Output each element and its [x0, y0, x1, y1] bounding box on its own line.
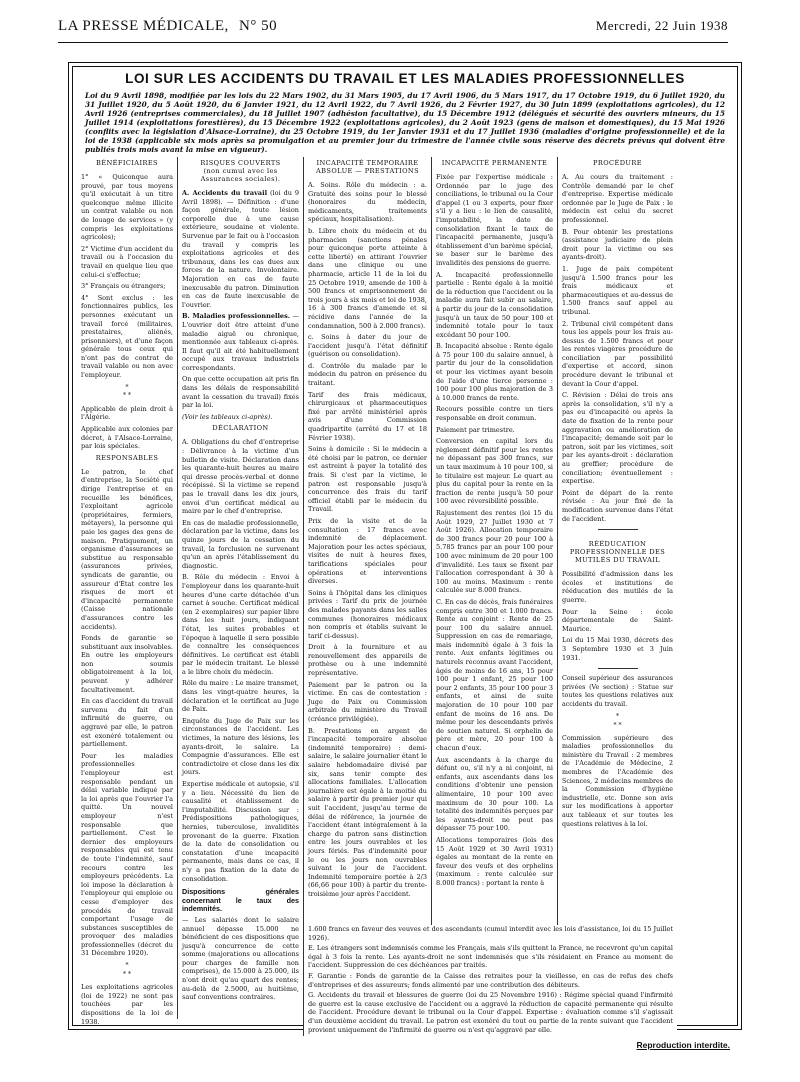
paragraph: Prix de la visite et de la consultation : 17 francs avec indemnité de déplacement. Majoration pour les actes spéciaux, visites de nuit à heures fixes, tarifications spéciales pour opérations et interventions diverses.	[308, 516, 427, 586]
issue-number: N° 50	[239, 18, 278, 34]
divider	[598, 529, 638, 530]
paragraph: Conseil supérieur des assurances privées (Ve section) : Statue sur toutes les questions relatives aux accidents du travail.	[562, 675, 673, 708]
paragraph: Commission supérieure des maladies professionnelles du ministère du Travail : 2 membres de l'Académie de Médecine, 2 membres de l'Académie des Sciences, 2 médecins membres de la Commission d'hygiène industrielle, etc. Donne son avis sur les modifications à apporter aux tableaux et sur toutes les questions relatives à la loi.	[562, 734, 673, 828]
paragraph: B. Prestations en argent de l'incapacité temporaire absolue (indemnité temporaire) : demi-salaire, le salaire journalier étant le salaire hebdomadaire divisé par six, sans tenir compte des allocations familiales. L'allocation journalière est égale à la moitié du salaire à partir du premier jour qui suit l'accident, jusqu'au terme de délai de référence, la journée de l'accident étant intégralement à la charge du patron sans distinction entre les jours ouvrables et les jours fériés. Pas d'indemnité pour le ou les jours non ouvrables suivant le jour de l'accident. Indemnité temporaire portée à 2/3 (66,66 pour 100) à partir du trente-troisième jour après l'accident.	[308, 726, 427, 898]
paragraph: A. Au cours du traitement : Contrôle demandé par le chef d'entreprise. Expertise médicale ordonnée par le Juge de Paix : le médecin est celui du secret professionnel.	[562, 173, 673, 224]
page-header	[58, 18, 728, 42]
paragraph: — Les salariés dont le salaire annuel dépasse 15.000 ne bénéficient de ces dispositions que jusqu'à concurrence de cette somme (majorations ou allocations pour charges de famille non comprises), de 15.000 à 25.000, ils n'ont droit qu'au quart des rentes; au-delà de 2.5000, au huitième, sauf conventions contraires.	[182, 915, 299, 1002]
paragraph: (Voir les tableaux ci-après).	[182, 412, 273, 421]
article-columns	[77, 157, 733, 1034]
heading-incapacite-permanente: INCAPACITÉ PERMANENTE	[441, 159, 548, 167]
paragraph: B. Rôle du médecin : Envoi à l'employeur dans les quarante-huit heures d'une carte détachée d'un carnet à souche. Certificat médical (en 2 exemplaires) sur papier libre dans les huit jours, indiquant l'état, les suites probables et l'époque à laquelle il sera possible de connaître les conséquences définitives. Le certificat est établi par le médecin traitant. Le blessé a le libre choix du médecin.	[182, 573, 299, 676]
subheading-accidents: A. Accidents du travail	[182, 189, 268, 197]
paragraph: E. Les étrangers sont indemnisés comme les Français, mais s'ils quittent la France, ne recevront qu'un capital égal à 3 fois la rente. Les ayants-droit ne sont indemnisés que s'ils résidaient en France au moment de l'accident. Suppression de ces déchéances par traités.	[308, 944, 673, 970]
paragraph	[182, 189, 299, 309]
paragraph: Droit à la fourniture et au renouvellement des appareils de prothèse ou à une indemnité représentative.	[308, 643, 427, 678]
paragraph: En cas de maladie professionnelle, déclaration par la victime, dans les quinze jours de la cessation du travail, la forclusion ne survenant qu'un an après l'établissement du diagnostic.	[182, 518, 299, 570]
heading-risques-text: RISQUES COUVERTS	[200, 159, 281, 167]
header-rule	[58, 42, 728, 43]
column-procedure	[557, 157, 677, 1019]
paragraph: En cas d'accident du travail survenu du fait d'un infirmité de guerre, ou aggravé par elle, le patron est exonéré totalement ou partiellement.	[81, 697, 173, 749]
paragraph: Aux ascendants à la charge du défunt ou, s'il n'y a ni conjoint, ni enfants, aux ascendants dans les conditions d'obtenir une pension alimentaire, 10 pour 100 avec maximum de 30 pour 100. La totalité des indemnités perçues par les ayants-droit ne peut pas dépasser 75 pour 100.	[436, 755, 553, 833]
paragraph: Pour les maladies professionnelles l'employeur est responsable pendant un délai variable indiqué par la loi après que l'ouvrier l'a quitté. Un nouvel employeur n'est responsable que partiellement. C'est le dernier des employeurs responsables qui est tenu de toute l'indemnité, sauf recours contre les employeurs précédents. La loi impose la déclaration à l'employeur qui emploie ou cesse d'employer des procédés de travail comportant l'usage de substances susceptibles de provoquer des maladies professionnelles (décret du 31 Décembre 1920).	[81, 751, 173, 958]
paragraph: Point de départ de la rente révisée : Au jour fixé de la modification survenue dans l'état de l'accident.	[562, 488, 673, 523]
column-risques	[177, 157, 303, 1019]
separator-stars: * * *	[123, 383, 131, 400]
article-intro: Loi du 9 Avril 1898, modifiée par les lois du 22 Mars 1902, du 31 Mars 1905, du 17 Avril 1906, du 5 Mars 1917, du 17 Octobre 1919, du 6 Juillet 1920, du 31 Juillet 1920, du 5 Août 1920, du 6 Janvier 1921, du 12 Avril 1922, du 7 Avril 1926, du 2 Février 1927, du 30 Juin 1899 (exploitations agricoles), du 12 Avril 1926 (entreprises commerciales), du 18 Juillet 1907 (adhésion facultative), du 15 Décembre 1912 (délégués et sécurité des ouvriers mineurs, du 15 Juillet 1914 (exploitations forestières), du 15 Décembre 1922 (exploitations agricoles), du 2 Août 1923 (gens de maison et domestiques), du 15 Mai 1926 (conflits avec la législation d'Alsace-Lorraine), du 25 Octobre 1919, du 1er Janvier 1931 et du 17 Juillet 1936 (maladies d'origine professionnelle) et de la loi de 1938 (applicable six mois après sa promulgation et au premier jour du trimestre de l'année civile sous réserve des décrets prévus qui doivent être publiés trois mois avant la mise en vigueur).	[85, 91, 725, 154]
column-beneficiaires	[77, 157, 177, 1026]
heading-risques-sub: (non cumul avec les Assurances sociales).	[200, 167, 281, 183]
paragraph: 2° Victime d'un accident du travail ou à l'occasion du travail en quelque lieu que celui-ci s'effectue;	[81, 244, 173, 279]
paragraph: G. Accidents du travail et blessures de guerre (loi du 25 Novembre 1916) : Régime spécial quand l'infirmité de guerre est la cause exclusive de l'accident ou a aggravé la réduction de capacité permanente qui résulte de l'accident. Procédure devant le tribunal ou la Cour d'appel. Expertise : évaluation comme s'il s'agissait d'un deuxième accident du travail. Le patron est exonéré du tout ou partie de la rente suivant que l'accident provient uniquement de l'infirmité de guerre ou n'est qu'aggravé par elle.	[308, 991, 673, 1034]
heading-beneficiaires: BÉNÉFICIAIRES	[96, 159, 158, 167]
paragraph: Applicable aux colonies par décret, à l'Alsace-Lorraine, par lois spéciales.	[81, 425, 173, 451]
paragraph: Tarif des frais médicaux, chirurgicaux et pharmaceutiques fixé par arrêté ministériel après avis d'une Commission quadripartite (arrêté du 17 et 18 Février 1938).	[308, 390, 427, 442]
paragraph: Allocations temporaires (lois des 15 Août 1929 et 30 Avril 1931) égales au montant de la rente en faveur des veufs et des orphelins (maximum : rente calculée sur 8.000 francs) : portant la rente à	[436, 835, 553, 887]
paragraph: 1.600 francs en faveur des veuves et des ascendants (cumul interdit avec les lois d'assistance, loi du 15 Juillet 1926).	[308, 925, 673, 942]
paragraph: Fonds de garantie se substituant aux insolvables. En outre les employeurs non soumis obligatoirement à la loi, peuvent y adhérer facultativement.	[81, 634, 173, 694]
paragraph: Les exploitations agricoles (loi de 1922) ne sont pas touchées par les dispositions de la loi de 1938.	[81, 983, 173, 1026]
column-incapacite-temporaire	[303, 157, 431, 1019]
paragraph: Enquête du Juge de Paix sur les circonstances de l'accident. Les victimes, la nature des lésions, les ayants-droit, le salaire. La Compagnie d'assurances. Elle est contradictoire et close dans les dix jours.	[182, 716, 299, 777]
paragraph: d. Contrôle du malade par le médecin du patron en présence du traitant.	[308, 361, 427, 388]
reproduction-notice: Reproduction interdite.	[636, 1040, 730, 1050]
paragraph: 2. Tribunal civil compétent dans tous les appels pour les frais au-dessus de 1.500 francs et pour les rentes viagères procédure de conciliation par possibilité d'expertise et accord, sinon procédure devant le tribunal et devant la Cour d'appel.	[562, 319, 673, 388]
paragraph: Pour la Seine : école départementale de Saint-Maurice.	[562, 607, 673, 633]
paragraph: Loi du 15 Mai 1930, décrets des 3 Septembre 1930 et 3 Juin 1931.	[562, 636, 673, 662]
paragraph: Paiement par trimestre.	[436, 425, 515, 434]
heading-incapacite-temporaire: INCAPACITÉ TEMPORAIRE ABSOLUE — PRESTATIONS	[316, 159, 419, 175]
paragraph: 4° Sont exclus : les fonctionnaires publics, les personnes exécutant un travail forcé (militaires, prestataires, aliénés, prisonniers), et d'une façon générale tous ceux qui n'ont pas de contrat de travail valable ou non avec l'employeur.	[81, 293, 173, 380]
heading-responsables: RESPONSABLES	[95, 453, 159, 462]
paragraph: Conversion en capital lors du règlement définitif pour les rentes ne dépassant pas 300 francs, sur un taux maximum à 10 pour 100, si le titulaire est majeur. Le quart au plus du capital pour la rente en la fraction de rente jusqu'à 50 pour 100 avec réversibilité possible.	[436, 437, 553, 506]
paragraph: Rajustement des rentes (loi 15 du Août 1929, 27 Juillet 1930 et 7 Août 1926). Allocation temporaire de 300 francs pour 20 pour 100 à 5.785 francs par an pour 100 pour 100 avec minimum de 20 pour 100 d'invalidité. Les taux se fixent par l'allocation correspondant à 30 à 100 au moins. Maximum : rente calculée sur 8.000 francs.	[436, 508, 553, 595]
paragraph	[182, 312, 299, 372]
heading-declaration: DÉCLARATION	[212, 424, 269, 433]
paragraph: A. Soins. Rôle du médecin : a. Gratuité des soins pour le blessé (honoraires du médecin, médicaments, traitements spéciaux, hospitalisation).	[308, 181, 427, 224]
paragraph: 1° « Quiconque aura prouvé, par tous moyens qu'il exécutait à un titre quelconque même illicite un contrat valable ou non de louage de services » (y compris les exploitations agricoles);	[81, 173, 173, 242]
paragraph: C. Révision : Délai de trois ans après la consolidation, s'il n'y a pas eu d'incapacité ou après la date de fixation de la rente pour aggravation ou amélioration de l'incapacité; demande soit par le patron, soit par les victimes, soit par les ayants-droit : déclaration au greffier; procédure de conciliation; éventuellement : expertise.	[562, 391, 673, 486]
heading-reeducation: RÉÉDUCATION PROFESSIONNELLE DES MUTILÉS DU TRAVAIL	[569, 540, 666, 565]
separator-stars: * * *	[613, 713, 622, 730]
paragraph: A. Incapacité professionnelle partielle : Rente égale à la moitié de la réduction que l'accident ou la maladie aura fait subir au salaire, à partir du jour de la consolidation jusqu'à un taux de 50 pour 100 et indemnité totale pour le taux excédant 50 pour 100.	[436, 270, 553, 339]
paragraph: Le patron, le chef d'entreprise, la Société qui dirige l'entreprise et en recueille les bénéfices, l'exploitant agricole (propriétaires, fermiers, métayers), la personne qui paie les gages des gens de maison. Pratiquement, un organisme d'assurances se substitue au responsable (assurances privées, syndicats de garantie, ou assureur d'État contre les risques de mort et d'incapacité permanente (Caisse nationale d'assurances contre les accidents).	[81, 467, 173, 631]
paragraph: Applicable de plein droit à l'Algérie.	[81, 404, 173, 422]
paragraph: Soins à l'hôpital dans les cliniques privées : Tarif du prix de journée des malades payants dans les salles communes (honoraires médicaux non compris et établis suivant le tarif ci-dessus).	[308, 588, 427, 640]
paragraph: Expertise médicale et autopsie, s'il y a lieu. Nécessité du lien de causalité et établissement de l'imputabilité. Discussion sur : Prédispositions pathologiques, hernies, tuberculose, invalidités provenant de la guerre. Fixation de la date de consolidation ou constatation d'une incapacité permanente, mais dans ce cas, il n'y a pas fixation de la date de consolidation.	[182, 780, 299, 883]
article-frame	[68, 62, 742, 1034]
issue-date: Mercredi, 22 Juin 1938	[595, 18, 728, 33]
paragraph: 3° Français ou étrangers;	[81, 282, 166, 291]
paragraph: F. Garantie : Fonds de garantie de la Caisse des retraites pour la vieillesse, en cas de refus des chefs d'entreprises et des assureurs; fonds alimenté par une contribution des débiteurs.	[308, 971, 673, 989]
heading-procedure: PROCÉDURE	[593, 159, 642, 167]
divider	[598, 668, 638, 669]
journal-title: LA PRESSE MÉDICALE,	[58, 18, 229, 34]
paragraph: Rôle du maire : Le maire transmet, dans les vingt-quatre heures, la déclaration et le certificat au Juge de Paix.	[182, 679, 299, 714]
subheading-maladies: B. Maladies professionnelles.	[182, 312, 290, 321]
heading-risques	[182, 159, 299, 183]
journal-name	[58, 18, 277, 35]
paragraph: B. Incapacité absolue : Rente égale à 75 pour 100 du salaire annuel, à partir du jour de la consolidation et pour les victimes ayant besoin de l'aide d'une tierce personne : 100 pour 100 plus majoration de 3 à 10.000 francs de rente.	[436, 342, 553, 402]
paragraph: 1. Juge de paix compétent jusqu'à 1.500 francs pour les frais médicaux et pharmaceutiques et au-dessus de 1.500 francs sauf appel au tribunal.	[562, 264, 673, 316]
paragraph: Soins à domicile : Si le médecin a été choisi par le patron, ce dernier est astreint à payer la totalité des frais. Si c'est par la victime, le patron est responsable jusqu'à concurrence des frais du tarif officiel établi par le médecin du Travail.	[308, 445, 427, 514]
paragraph: c. Soins à dater du jour de l'accident jusqu'à l'état définitif (guérison ou consolidation).	[308, 333, 427, 359]
subheading-dispositions: Dispositions générales concernant le taux des indemnités.	[182, 887, 299, 914]
paragraph: Paiement par le patron ou la victime. En cas de contestation : Juge de Paix ou Commission arbitrale du ministère du Travail (créance privilégiée).	[308, 680, 427, 724]
column-incapacite-permanente	[431, 157, 557, 1019]
paragraph: A. Obligations du chef d'entreprise : Délivrance à la victime d'un bulletin de visite. Déclaration dans les quarante-huit heures au maire qui dresse procès-verbal et donne récépissé. Si la victime se repend pas le travail dans les dix jours, envoi d'un certificat médical au maire par le chef d'entreprise.	[182, 438, 299, 516]
paragraph: Fixée par l'expertise médicale : Ordonnée par le juge des conciliations, le tribunal ou la Cour d'appel (1 ou 3 experts, pour fixer s'il y a lieu : le lien de causalité, l'imputabilité, la date de consolidation fixant le taux de l'incapacité permanente, jusqu'à établissement d'un barème spécial, se baser sur le barème des invalidités des pensions de guerre.	[436, 173, 553, 267]
text: — L'ouvrier doit être atteint d'une maladie aiguë ou chronique, mentionnée aux tableaux ci-après. Il faut qu'il ait été habituellement occupé aux travaux industriels correspondants.	[182, 312, 299, 372]
paragraph: C. En cas de décès, frais funéraires compris entre 300 et 1.000 francs. Rente au conjoint : Rente de 25 pour 100 du salaire annuel. Suppression en cas de remariage, mais indemnité égale à 3 fois la rente. Aux enfants légitimes ou naturels reconnus avant l'accident, âgés de moins de 16 ans, 15 pour 100 pour 1 enfant, 25 pour 100 pour 2 enfants, 35 pour 100 pour 3 enfants, et ainsi de suite majoration de 10 pour 100 par enfant de moins de 16 ans. De même pour les descendants privés de soutien naturel. Si orphelin de père et mère, 20 pour 100 à chacun d'eux.	[436, 597, 553, 752]
paragraph: Recours possible contre un tiers responsable en droit commun.	[436, 405, 553, 423]
bottom-wide-section	[303, 925, 677, 1036]
article-title: LOI SUR LES ACCIDENTS DU TRAVAIL ET LES MALADIES PROFESSIONNELLES	[125, 71, 685, 86]
paragraph: Possibilité d'admission dans les écoles et institutions de rééducation des mutilés de la guerre.	[562, 570, 673, 604]
paragraph: B. Pour obtenir les prestations (assistance judiciaire de plein droit pour la victime ou ses ayants-droit).	[562, 227, 673, 262]
paragraph: b. Libre choix du médecin et du pharmacien (sanctions pénales pour quiconque porte atteinte à cette liberté) en attirant l'ouvrier dans une clinique ou une pharmacie, article 11 de la loi du 25 Octobre 1919, amende de 100 à 500 francs et emprisonnement de trois jours à six mois et loi de 1938, 16 à 300 francs d'amende et si récidive dans l'année de la condamnation, 500 à 2.000 francs).	[308, 226, 427, 330]
paragraph: On que cette occupation ait pris fin dans les délais de responsabilité avant la cessation du travail) fixés par la loi.	[182, 375, 299, 410]
separator-stars: * * *	[123, 962, 131, 978]
text: (loi du 9 Avril 1898). — Définition : d'une façon générale, toute lésion corporelle due à une cause extérieure, soudaine et violente. Survenue par le fait ou à l'occasion du travail y compris les exploitations agricoles et des tribunaux, dans les cas dues aux forces de la nature. Involontaire. Majoration en cas de faute inexcusable du patron. Diminution en cas de faute inexcusable de l'ouvrier.	[182, 189, 299, 309]
